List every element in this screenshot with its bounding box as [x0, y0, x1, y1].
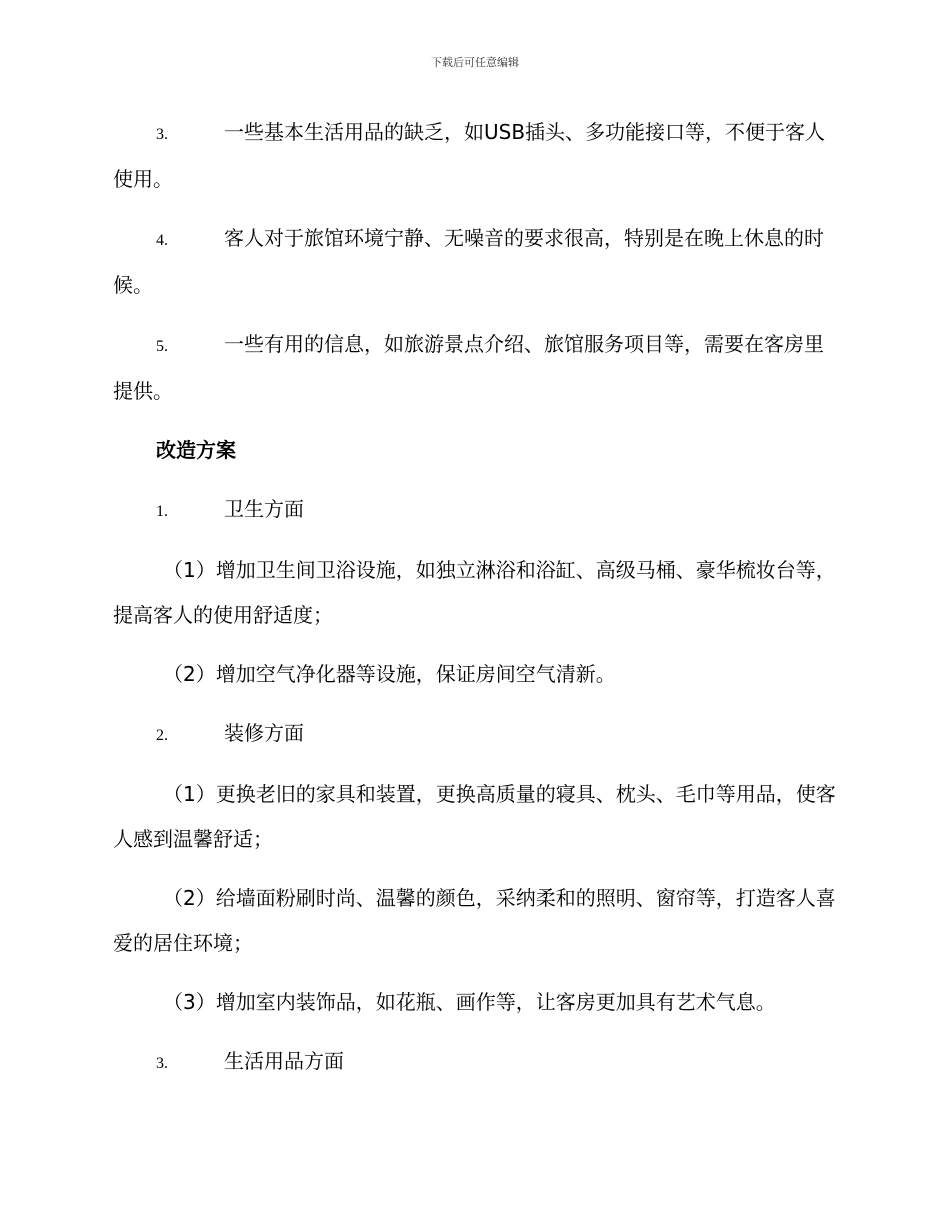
list-item: [113, 110, 840, 202]
subsection-heading: [113, 1039, 840, 1086]
subsection-title: 卫生方面: [224, 497, 304, 521]
subsection-point: （2）给墙面粉刷时尚、温馨的颜色，采纳柔和的照明、窗帘等，打造客人喜爱的居住环境；: [113, 886, 836, 955]
subsection-title: 装修方面: [224, 721, 304, 745]
list-item: [113, 216, 840, 308]
subsection-title: 生活用品方面: [224, 1049, 344, 1073]
item-number: 4.: [156, 232, 168, 249]
subsection-number: 3.: [156, 1055, 168, 1072]
subsection-heading: [113, 487, 840, 534]
item-number: 3.: [156, 126, 168, 143]
subsection-point: （1）增加卫生间卫浴设施，如独立淋浴和浴缸、高级马桶、豪华梳妆台等，提高客人的使用舒适度；: [113, 558, 836, 627]
subsection-heading: [113, 711, 840, 758]
subsection-number: 1.: [156, 503, 168, 520]
item-number: 5.: [156, 338, 168, 355]
subsection-number: 2.: [156, 727, 168, 744]
subsection-point: （2）增加空气净化器等设施，保证房间空气清新。: [163, 662, 616, 686]
item-text: 一些基本生活用品的缺乏，如USB插头、多功能接口等，不便于客人使用。: [113, 120, 826, 191]
subsection-point: （3）增加室内装饰品，如花瓶、画作等，让客房更加具有艺术气息。: [163, 990, 776, 1014]
list-item: [113, 322, 840, 414]
item-text: 一些有用的信息，如旅游景点介绍、旅馆服务项目等，需要在客房里提供。: [113, 332, 824, 403]
item-text: 客人对于旅馆环境宁静、无噪音的要求很高，特别是在晚上休息的时候。: [113, 226, 824, 297]
page-header: 下载后可任意编辑: [431, 56, 519, 69]
section-heading: 改造方案: [156, 438, 236, 462]
document-body: [113, 110, 840, 1100]
subsection-point: （1）更换老旧的家具和装置，更换高质量的寝具、枕头、毛巾等用品，使客人感到温馨舒适；: [113, 782, 836, 851]
